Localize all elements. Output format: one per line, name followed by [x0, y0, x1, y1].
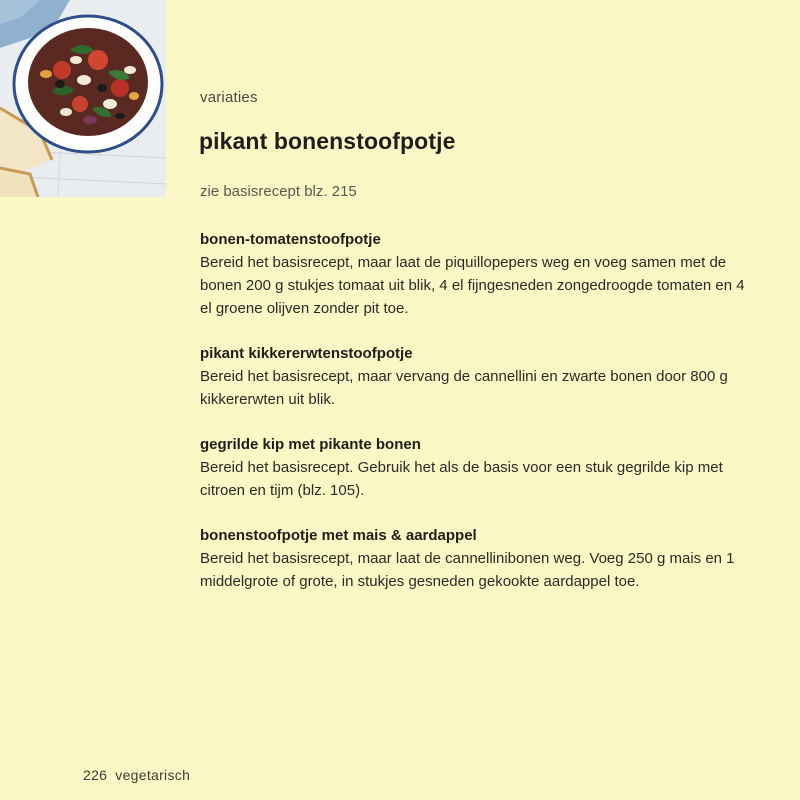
- variation-title: bonenstoofpotje met mais & aardappel: [200, 527, 477, 544]
- variation-list: [200, 228, 760, 615]
- section-name: vegetarisch: [115, 767, 191, 783]
- page-footer: [83, 767, 190, 783]
- bean-stew-photo: [0, 0, 166, 197]
- section-kicker: variaties: [200, 89, 258, 106]
- variation-text: Bereid het basisrecept, maar laat de piquillopepers weg en voeg samen met de bonen 200 g stukjes tomaat uit blik, 4 el fijngesneden zongedroogde tomaten en 4 el groene olijven zonder pit toe.: [200, 254, 745, 317]
- page-number: 226: [83, 767, 108, 783]
- variation-title: bonen-tomatenstoofpotje: [200, 231, 381, 248]
- base-recipe-reference: zie basisrecept blz. 215: [200, 183, 357, 200]
- variation-item: [200, 342, 760, 411]
- variation-title: pikant kikkererwtenstoofpotje: [200, 345, 413, 362]
- page-title: pikant bonenstoofpotje: [199, 128, 456, 154]
- variation-title: gegrilde kip met pikante bonen: [200, 436, 421, 453]
- variation-item: [200, 524, 760, 593]
- variation-text: Bereid het basisrecept, maar vervang de cannellini en zwarte bonen door 800 g kikkererwten uit blik.: [200, 368, 728, 408]
- variation-item: [200, 228, 760, 320]
- variation-item: [200, 433, 760, 502]
- variation-text: Bereid het basisrecept. Gebruik het als de basis voor een stuk gegrilde kip met citroen en tijm (blz. 105).: [200, 459, 723, 499]
- variation-text: Bereid het basisrecept, maar laat de cannellinibonen weg. Voeg 250 g mais en 1 middelgrote of grote, in stukjes gesneden gekookte aardappel toe.: [200, 550, 735, 590]
